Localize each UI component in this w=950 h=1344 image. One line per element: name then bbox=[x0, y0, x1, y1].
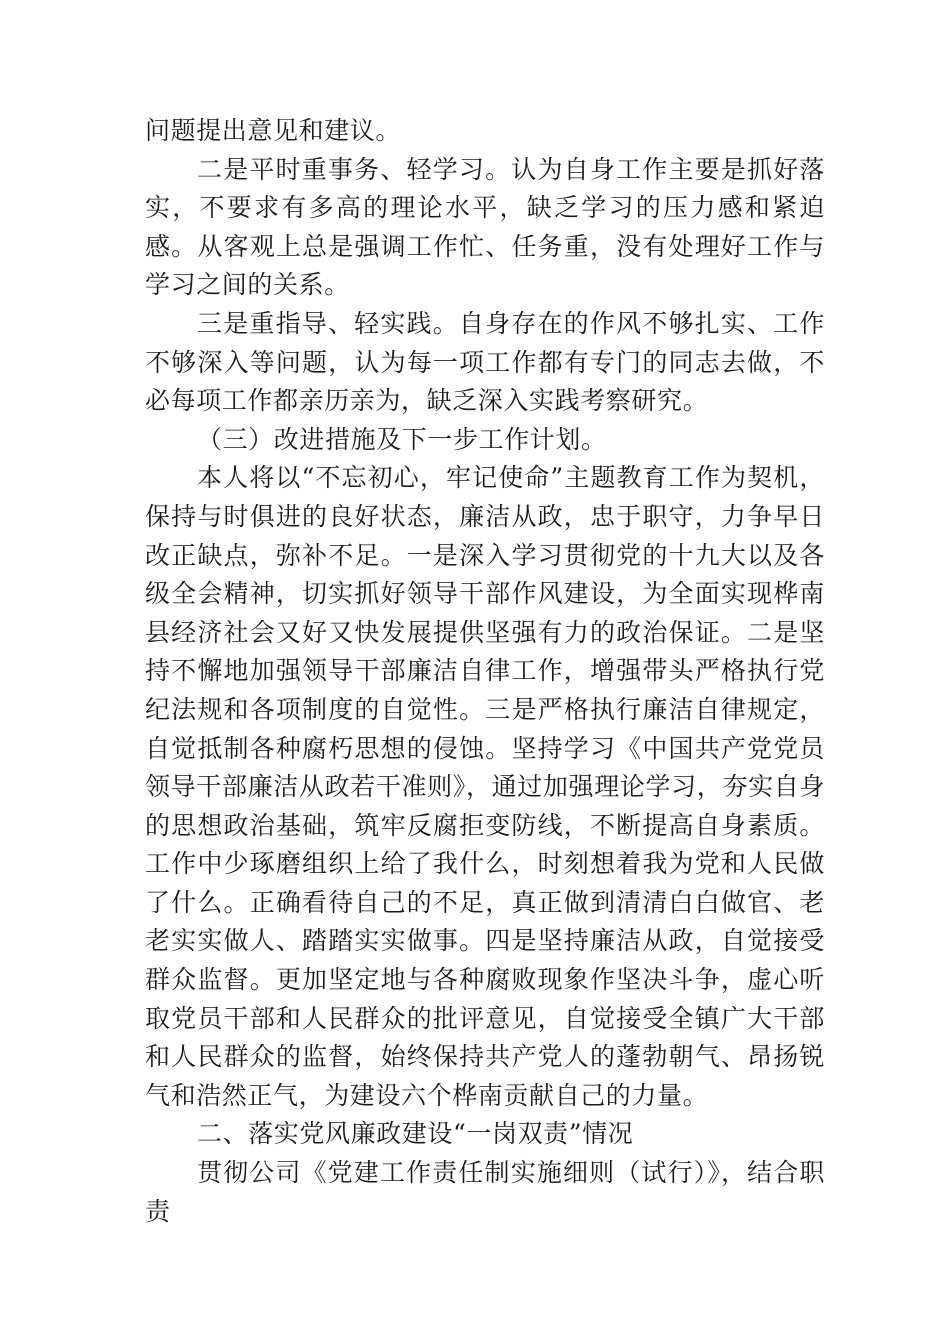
section-heading-responsibility: 二、落实党风廉政建设“一岗双责”情况 bbox=[197, 1119, 634, 1149]
document-body bbox=[145, 112, 825, 1231]
paragraph-responsibility-start: 贯彻公司《党建工作责任制实施细则（试行）》，结合职责 bbox=[145, 1158, 825, 1226]
section-heading-improvement: （三）改进措施及下一步工作计划。 bbox=[197, 424, 607, 454]
paragraph-problem-three: 三是重指导、轻实践。自身存在的作风不够扎实、工作不够深入等问题，认为每一项工作都有专门的同志去做，不必每项工作都亲历亲为，缺乏深入实践考察研究。 bbox=[145, 308, 825, 416]
paragraph-continuation: 问题提出意见和建议。 bbox=[145, 116, 402, 145]
paragraph-improvement-plan: 本人将以“不忘初心，牢记使命”主题教育工作为契机，保持与时俱进的良好状态，廉洁从政，忠于职守，力争早日改正缺点，弥补不足。一是深入学习贯彻党的十九大以及各级全会精神，切实抓好领导干部作风建设，为全面实现桦南县经济社会又好又快发展提供坚强有力的政治保证。二是坚持不懈地加强领导干部廉洁自律工作，增强带头严格执行党纪法规和各项制度的自觉性。三是严格执行廉洁自律规定，自觉抵制各种腐朽思想的侵蚀。坚持学习《中国共产党党员领导干部廉洁从政若干准则》，通过加强理论学习，夯实自身的思想政治基础，筑牢反腐拒变防线，不断提高自身素质。工作中少琢磨组织上给了我什么，时刻想着我为党和人民做了什么。正确看待自己的不足，真正做到清清白白做官、老老实实做人、踏踏实实做事。四是坚持廉洁从政，自觉接受群众监督。更加坚定地与各种腐败现象作坚决斗争，虚心听取党员干部和人民群众的批评意见，自觉接受全镇广大干部和人民群众的监督，始终保持共产党人的蓬勃朝气、昂扬锐气和浩然正气，为建设六个桦南贡献自己的力量。 bbox=[145, 463, 825, 1110]
paragraph-problem-two: 二是平时重事务、轻学习。认为自身工作主要是抓好落实，不要求有多高的理论水平，缺乏学习的压力感和紧迫感。从客观上总是强调工作忙、任务重，没有处理好工作与学习之间的关系。 bbox=[145, 154, 825, 300]
